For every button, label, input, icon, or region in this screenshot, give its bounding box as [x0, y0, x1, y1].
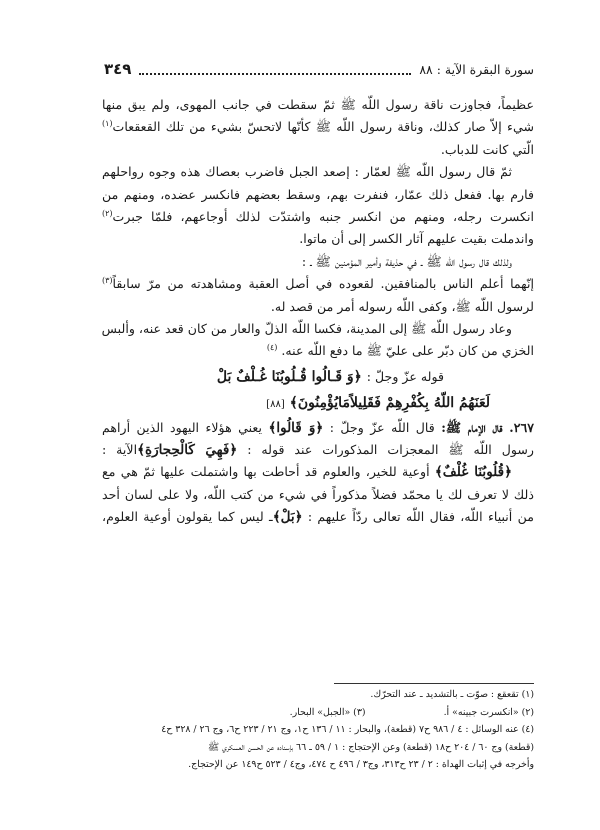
- text-line: ذلك لا تعرف لك يا محمّد فضلاً مذكوراً في شيء من كتب اللّه، ولا على لسان أحد: [102, 486, 534, 502]
- text-line: شيء إلاّ صار كذلك، وناقة رسول اللّه ﷺ كأنّها لاتحسّ بشيء من تلك القعقعات$^{(١)}$: [102, 119, 534, 135]
- text-line: رسول اللّه ﷺ المعجزات المذكورات عند قوله : ﴿فَهِيَ كَالْحِجارَةِ﴾الآية :: [102, 442, 534, 459]
- running-title: سورة البقرة الآية : ٨٨: [419, 61, 534, 77]
- text-line: واندملت بقيت عليهم آثار الكسر إلى أن ماتوا.: [299, 231, 534, 247]
- main-text: [102, 94, 534, 529]
- footnotes: [102, 686, 534, 774]
- verse-line-1: ﴿وَ قَـالُوا قُـلُوبُنَا غُـلْفٌ بَلْ: [216, 368, 362, 385]
- page-number: ٣٤٩: [104, 60, 132, 78]
- text-line: ولذلك قال رسول اللّه ﷺ ـ في حذيفة وأمير المؤمنين ﷺ ـ :: [301, 253, 512, 269]
- verse-intro: قوله عزّ وجلّ :: [366, 368, 444, 384]
- text-line: ﴿قُلُوبُنَا غُلْفٌ﴾ أوعية للخير، والعلوم قد أحاطت بها واشتملت عليها ثمّ هي مع: [102, 464, 512, 481]
- footnote-row: [102, 704, 534, 722]
- text-line: عظيماً، فجاوزت ناقة رسول اللّه ﷺ ثمّ سقطت في جانب المهوى، ولم يبق منها: [102, 97, 534, 112]
- verse-number: [٨٨]: [266, 398, 285, 410]
- footnote-4-cont: وأخرجه في إثبات الهداة : ٢ / ٢٣ ح٣١٣، وج٣ / ٤٩٦ ح ٤٧٤، وج٤ / ٥٢٣ ح١٤٩ عن الإحتجاج.: [188, 759, 534, 770]
- verse-line-2: لَعَنَهُمُ اللّهُ بِكُفْرِهِمْ فَقَلِيلاًمَايُؤْمِنُونَ﴾: [289, 394, 490, 411]
- text-line: من أنبياء اللّه، فقال اللّه تعالى ردّاً عليهم : ﴿بَلْ﴾ـ ليس كما يقولون أوعية العلوم،: [102, 509, 534, 526]
- footnote-mark: (١): [102, 119, 113, 129]
- verse-heading-2: [102, 390, 534, 417]
- footnote-4-cont: (قطعة) وج ٦٠ / ٢٠٤ ح١٨ (قطعة) وعن الإحتجاج : ١ / ٥٩ ـ ٦٦ بإسناده عن الحسن العسكري ﷺ: [207, 741, 534, 753]
- footnote-3: (٣) «الجبل» البحار.: [289, 706, 366, 718]
- footnote-mark: (٣): [102, 275, 113, 285]
- text-line: ثمّ قال رسول اللّه ﷺ لعمّار : إصعد الجبل فاضرب بعصاك هذه وجوه رواحلهم: [102, 164, 512, 180]
- footnote-mark: (٢): [102, 208, 113, 218]
- verse-heading: [102, 363, 534, 390]
- page-header: [104, 58, 534, 80]
- footnote-2: (٢) «انكسرت جبينه» أ.: [443, 706, 534, 718]
- text-line: وعاد رسول اللّه ﷺ إلى المدينة، فكسا اللّه الذلّ والعار من كان قعد عنه، وألبس: [102, 320, 512, 336]
- text-line: إنّهما أعلم الناس بالمنافقين. لقعوده في أصل العقبة ومشاهدته من مرّ سابقاً$^{(٣)}$: [102, 275, 534, 292]
- header-dotted-rule: [139, 64, 411, 75]
- hadith-number: ٢٦٧. قال الإمام ﷺ:: [441, 419, 534, 435]
- text-line: ٢٦٧. قال الإمام ﷺ: قال اللّه عزّ وجلّ : ﴿وَ قَالُوا﴾ يعني هؤلاء اليهود الذين أراهم: [102, 419, 534, 436]
- text-line: الخزي من كان دبّر على عليّ ﷺ ما دفع اللّه عنه. $^{(٤)}$: [266, 343, 534, 359]
- text-line: فارم بها. ففعل ذلك عمّار، فنفرت بهم، وسقط بعضهم فانكسر عضده، ومنهم من: [102, 186, 534, 202]
- text-line: انكسرت رجله، ومنهم من انكسر جنبه واشتدّت لذلك أوجاعهم، فلمّا جبرت$^{(٢)}$: [102, 208, 534, 224]
- text-line: لرسول اللّه ﷺ، وكفى اللّه رسوله أمر من قصد له.: [270, 298, 534, 314]
- footnote-1: (١) تقعقع : صوّت ـ بالتشديد ـ عند التحرّك.: [370, 689, 534, 700]
- footnote-4: (٤) عنه الوسائل : ٤ / ٩٨٦ ح٧ (قطعة)، والبحار : ١١ / ١٣٦ ح١، وج ٢١ / ٢٢٣ ح٦، وج ٢٦ / ٣٢٨ ح٤: [161, 724, 534, 735]
- text-line: الّتي كانت للدباب.: [440, 141, 534, 157]
- footnote-mark: (٤): [266, 343, 278, 353]
- footnote-separator: [334, 683, 534, 684]
